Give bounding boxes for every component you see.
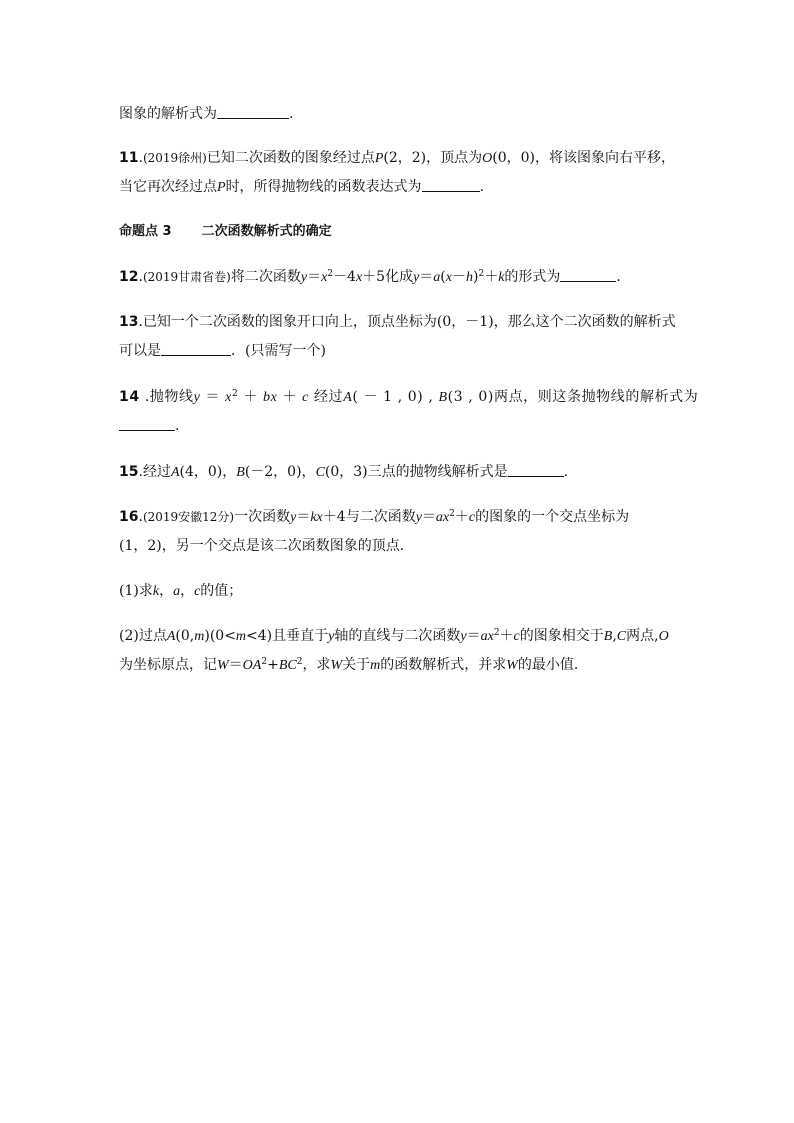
text: 时，所得抛物线的函数表达式为: [225, 179, 422, 195]
text: 抛物线: [149, 389, 194, 405]
math: $y=ax^2+c$: [460, 628, 520, 644]
text: .: [479, 179, 485, 195]
math: $y=a(x-h)^2+k$: [413, 269, 505, 285]
text: (2)过点: [119, 628, 167, 644]
question-source: (2019甘肃省卷): [142, 270, 231, 284]
text: 且垂直于: [272, 628, 329, 644]
text: ，求: [302, 657, 331, 673]
question-13: [119, 312, 676, 332]
math: O: [658, 629, 669, 644]
question-14-line2: [119, 416, 179, 436]
question-16: [119, 507, 629, 528]
text: 的最小值．: [517, 657, 588, 673]
text: .: [616, 269, 621, 285]
heading-label: 命题点 3: [119, 224, 172, 239]
text: .: [138, 314, 143, 330]
question-13-line2: [119, 341, 326, 361]
math: P: [217, 180, 226, 195]
question-number: 11: [119, 150, 139, 166]
question-source: (2019徐州): [142, 151, 207, 165]
math: k，a，c: [152, 583, 201, 599]
answer-blank: [560, 269, 616, 282]
question-number: 13: [119, 314, 139, 330]
text: 轴的直线与二次函数: [334, 628, 461, 644]
text: 一次函数: [234, 509, 291, 525]
question-15: [119, 462, 568, 483]
text: .: [138, 509, 143, 525]
answer-blank: [161, 343, 231, 356]
text: 可以是: [119, 343, 161, 359]
text: 的值；: [200, 583, 243, 599]
math: $y=ax^2+c$: [415, 509, 476, 525]
math: A( － 1 , 0) , B(3 , 0): [343, 389, 494, 405]
text: 的图象的一个交点坐标为: [475, 509, 630, 525]
math: P(2，2): [374, 150, 427, 166]
question-14: [119, 387, 698, 408]
text: .: [563, 464, 569, 480]
text: 的函数解析式，并求: [380, 657, 507, 673]
math: m: [370, 658, 381, 673]
text: ．(只需写一个): [231, 343, 326, 359]
question-16-part2-line2: [119, 655, 588, 676]
question-16-part1: [119, 581, 242, 602]
text: 当它再次经过点: [119, 179, 217, 195]
heading-title: 二次函数解析式的确定: [201, 224, 332, 239]
text: 两点，则这条抛物线的解析式为: [493, 389, 699, 405]
text: 化成: [385, 269, 414, 285]
text: .: [138, 150, 143, 166]
math: $y=x^2-4x+5$: [300, 269, 386, 285]
text: 的图象相交于: [519, 628, 604, 644]
text: 关于: [342, 657, 371, 673]
math: $W=OA^2+BC^2$: [217, 657, 303, 673]
text: 两点,: [626, 628, 659, 644]
text: 与二次函数: [345, 509, 416, 525]
math: O(0，0): [482, 150, 536, 166]
text: .: [289, 106, 294, 122]
text: 已知二次函数的图象经过点: [206, 150, 375, 166]
text: 经过: [314, 389, 344, 405]
question-12: [119, 267, 621, 288]
question-number: 16: [119, 509, 139, 525]
text: ，将该图象向右平移，: [535, 150, 676, 166]
text: .: [138, 269, 143, 285]
text: 图象的解析式为: [119, 106, 217, 122]
text: (1，2)，另一个交点是该二次函数图象的顶点．: [119, 538, 414, 554]
math: $y = x^2$ ＋ bx ＋ c: [193, 389, 309, 405]
question-16-part2: [119, 626, 669, 647]
math: A(0,m)(0<m<4): [166, 628, 273, 644]
math: A(4，0)，B(－2，0)，C(0，3): [170, 464, 368, 480]
question-source: (2019安徽12分): [142, 510, 235, 524]
math: y＝kx＋4: [290, 509, 346, 525]
text: 的形式为: [504, 269, 561, 285]
continuation-line: [119, 104, 293, 124]
answer-blank: [422, 179, 480, 192]
text: .: [139, 389, 150, 405]
text: 为坐标原点，记: [119, 657, 217, 673]
answer-blank: [119, 418, 175, 431]
question-16-line2: [119, 536, 414, 556]
question-number: 15: [119, 464, 139, 480]
text: .: [175, 418, 180, 434]
text: 已知一个二次函数的图象开口向上，顶点坐标为(0，－1)，那么这个二次函数的解析式: [142, 314, 676, 330]
answer-blank: [217, 106, 289, 119]
text: ，顶点为: [426, 150, 483, 166]
text: .: [138, 464, 143, 480]
math: y: [328, 629, 335, 644]
math: B,C: [603, 628, 627, 644]
math: W: [330, 658, 343, 673]
text: (1)求: [119, 583, 153, 599]
text: 三点的抛物线解析式是: [367, 464, 508, 480]
question-number: 12: [119, 269, 139, 285]
question-11-line2: [119, 177, 484, 198]
text: 将二次函数: [230, 269, 301, 285]
question-11: [119, 148, 675, 169]
math: W: [506, 658, 518, 673]
text: 经过: [142, 464, 171, 480]
section-heading: [119, 222, 332, 242]
question-number: 14: [119, 389, 140, 405]
answer-blank: [508, 464, 564, 477]
